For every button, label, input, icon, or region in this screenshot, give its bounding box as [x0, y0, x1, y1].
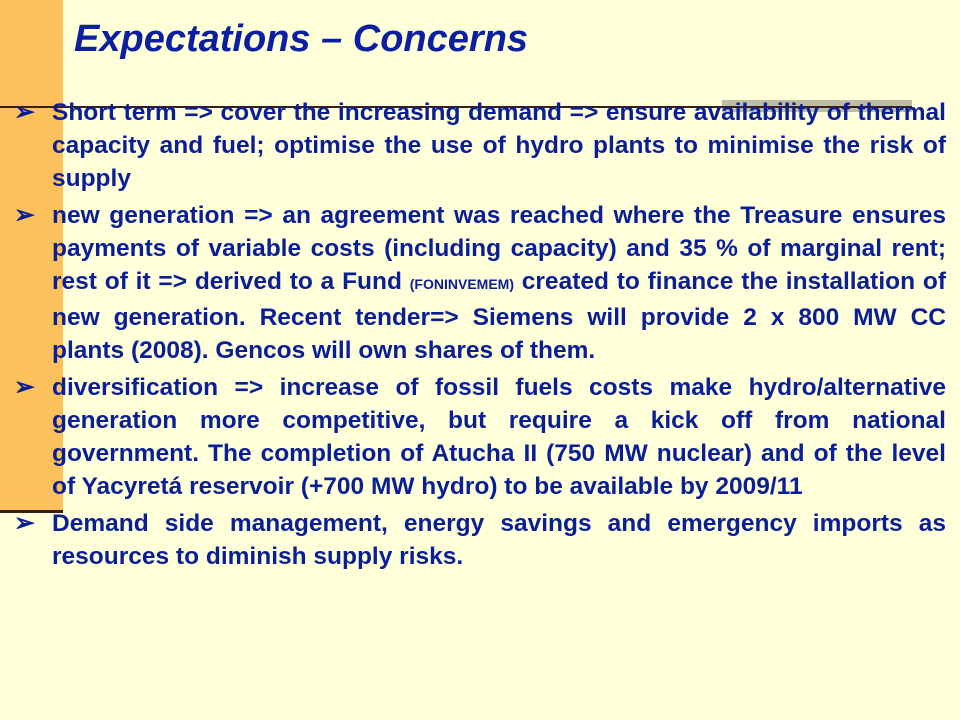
arrow-bullet-icon: ➢ [14, 509, 35, 537]
arrow-bullet-icon: ➢ [14, 201, 35, 229]
bullet-text: Demand side management, energy savings and emergency imports as resources to diminish supply risks. [52, 510, 946, 570]
arrow-bullet-icon: ➢ [14, 373, 35, 401]
arrow-bullet-icon: ➢ [14, 98, 35, 126]
bullet-new-generation [12, 199, 946, 367]
bullet-diversification [12, 371, 946, 503]
bullet-text: diversification => increase of fossil fuels costs make hydro/alternative generation more competitive, but require a kick off from national government. The completion of Atucha II (750 MW nuclear) and of the level of Yacyretá reservoir (+700 MW hydro) to be available by 2009/11 [52, 374, 946, 500]
bullet-text: created to finance the installation of new generation. Recent tender=> Siemens will provide 2 x 800 MW CC plants (2008). Gencos will own shares of them. [52, 268, 946, 364]
bullet-text: Short term => cover the increasing demand => ensure availability of thermal capacity and fuel; optimise the use of hydro plants to minimise the risk of supply [52, 99, 946, 192]
bullet-list [12, 96, 946, 573]
fund-acronym: (FONINVEMEM) [409, 276, 514, 292]
slide-title: Expectations – Concerns [74, 18, 529, 60]
bullet-short-term [12, 96, 946, 195]
bullet-text: new generation => an agreement was reached where the Treasure ensures payments of variable costs (including capacity) and 35 % of marginal rent; rest of it => derived to a Fund [52, 202, 946, 295]
bullet-demand-side [12, 507, 946, 573]
